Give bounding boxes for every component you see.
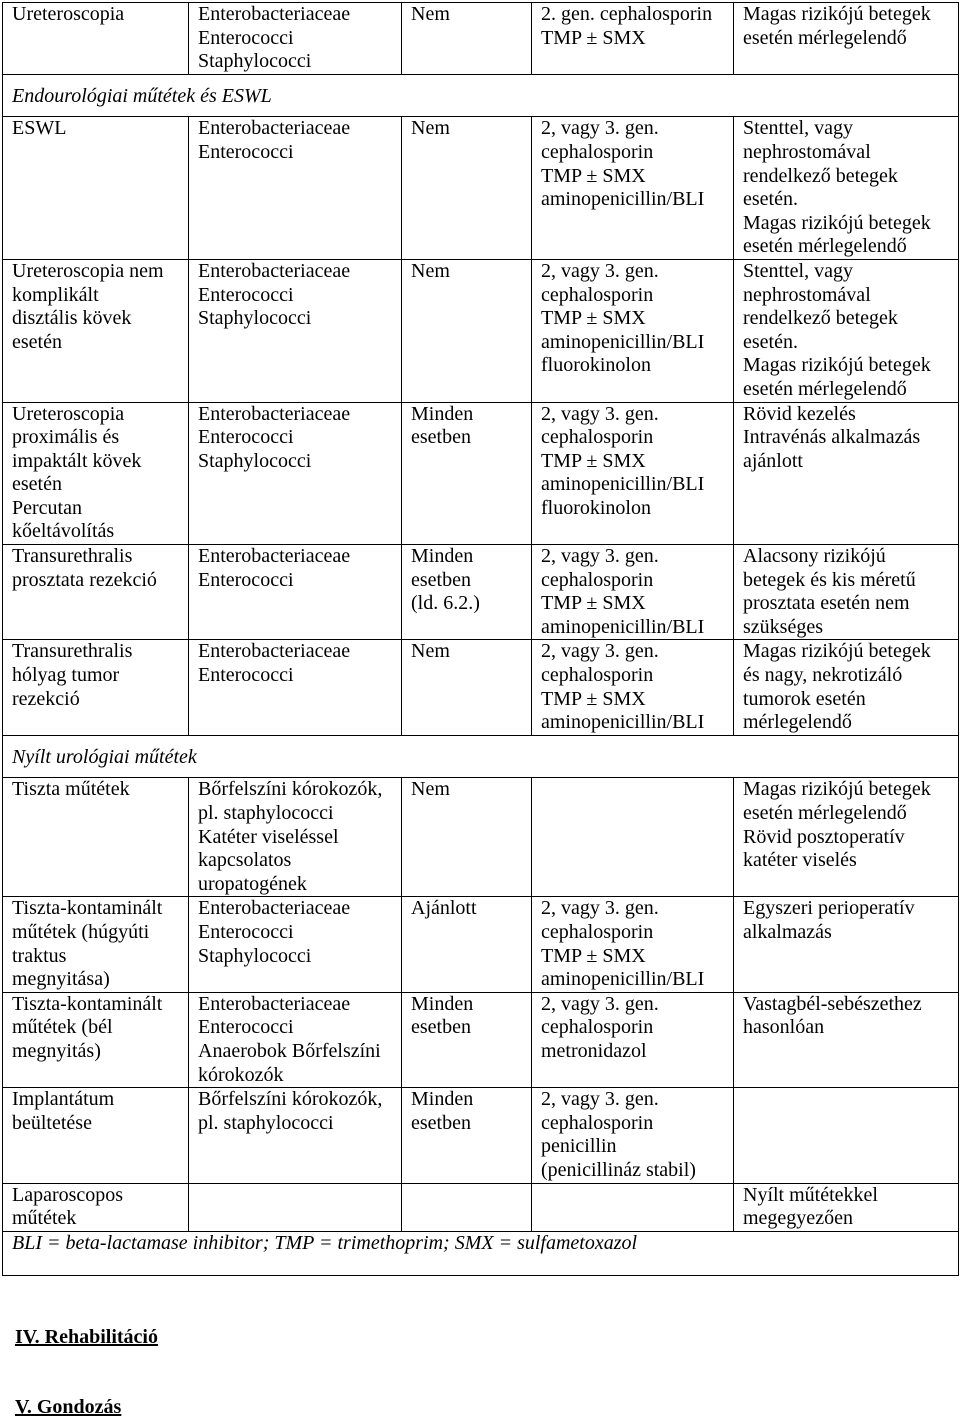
table-row	[3, 778, 959, 897]
procedure-cell: Laparoscopos műtétek	[3, 1183, 189, 1231]
remarks-cell: Rövid kezelés Intravénás alkalmazás ajánlott	[734, 402, 959, 545]
pathogens-cell: Enterobacteriaceae Enterococci	[189, 545, 402, 640]
antibiotics-cell: 2, vagy 3. gen. cephalosporin TMP ± SMX aminopenicillin/BLI	[532, 117, 734, 260]
pathogens-cell: Enterobacteriaceae Enterococci	[189, 117, 402, 260]
section-heading-care: V. Gondozás	[15, 1396, 122, 1418]
antibiotics-cell	[532, 1183, 734, 1231]
remarks-cell: Stenttel, vagy nephrostomával rendelkező betegek esetén. Magas rizikójú betegek esetén mérlegelendő	[734, 117, 959, 260]
table-row	[3, 1183, 959, 1231]
antibiotics-cell: 2, vagy 3. gen. cephalosporin TMP ± SMX aminopenicillin/BLI	[532, 897, 734, 992]
table-row	[3, 640, 959, 735]
remarks-cell: Alacsony rizikójú betegek és kis méretű prosztata esetén nem szükséges	[734, 545, 959, 640]
procedure-cell: Tiszta-kontaminált műtétek (húgyúti traktus megnyitása)	[3, 897, 189, 992]
table-row	[3, 1088, 959, 1183]
prophylaxis-cell: Minden esetben	[402, 992, 532, 1087]
procedure-cell: Ureteroscopia	[3, 3, 189, 75]
procedure-cell: Transurethralis hólyag tumor rezekció	[3, 640, 189, 735]
section-header: Endourológiai műtétek és ESWL	[3, 74, 959, 117]
pathogens-cell: Bőrfelszíni kórokozók, pl. staphylococci	[189, 1088, 402, 1183]
remarks-cell: Nyílt műtétekkel megegyezően	[734, 1183, 959, 1231]
pathogens-cell: Enterobacteriaceae Enterococci Anaerobok Bőrfelszíni kórokozók	[189, 992, 402, 1087]
prophylaxis-cell: Nem	[402, 259, 532, 402]
procedure-cell: Tiszta műtétek	[3, 778, 189, 897]
antibiotics-cell: 2, vagy 3. gen. cephalosporin TMP ± SMX aminopenicillin/BLI	[532, 545, 734, 640]
prophylaxis-cell: Ajánlott	[402, 897, 532, 992]
antibiotics-cell: 2, vagy 3. gen. cephalosporin TMP ± SMX aminopenicillin/BLI fluorokinolon	[532, 402, 734, 545]
prophylaxis-cell	[402, 1183, 532, 1231]
section-header: Nyílt urológiai műtétek	[3, 735, 959, 778]
table-row	[3, 992, 959, 1087]
table-row	[3, 897, 959, 992]
procedure-cell: Ureteroscopia nem komplikált disztális kövek esetén	[3, 259, 189, 402]
remarks-cell: Magas rizikójú betegek és nagy, nekrotizáló tumorok esetén mérlegelendő	[734, 640, 959, 735]
section-heading-rehabilitation: IV. Rehabilitáció	[15, 1326, 158, 1348]
remarks-cell: Egyszeri perioperatív alkalmazás	[734, 897, 959, 992]
antibiotics-cell: 2, vagy 3. gen. cephalosporin metronidazol	[532, 992, 734, 1087]
table-footnote: BLI = beta-lactamase inhibitor; TMP = trimethoprim; SMX = sulfametoxazol	[3, 1231, 959, 1276]
procedure-cell: Implantátum beültetése	[3, 1088, 189, 1183]
pathogens-cell: Enterobacteriaceae Enterococci Staphylococci	[189, 3, 402, 75]
antibiotics-cell	[532, 778, 734, 897]
footnote-row	[3, 1231, 959, 1276]
prophylaxis-cell: Nem	[402, 117, 532, 260]
procedure-cell: Tiszta-kontaminált műtétek (bél megnyitás)	[3, 992, 189, 1087]
table-row	[3, 402, 959, 545]
prophylaxis-cell: Nem	[402, 640, 532, 735]
antibiotic-prophylaxis-table	[2, 2, 959, 1276]
pathogens-cell: Enterobacteriaceae Enterococci Staphylococci	[189, 402, 402, 545]
pathogens-cell: Enterobacteriaceae Enterococci Staphylococci	[189, 897, 402, 992]
table-row	[3, 117, 959, 260]
table-row	[3, 545, 959, 640]
prophylaxis-cell: Nem	[402, 778, 532, 897]
antibiotics-cell: 2, vagy 3. gen. cephalosporin TMP ± SMX aminopenicillin/BLI fluorokinolon	[532, 259, 734, 402]
remarks-cell: Vastagbél-sebészethez hasonlóan	[734, 992, 959, 1087]
prophylaxis-cell: Minden esetben	[402, 1088, 532, 1183]
remarks-cell: Magas rizikójú betegek esetén mérlegelendő	[734, 3, 959, 75]
procedure-cell: ESWL	[3, 117, 189, 260]
prophylaxis-cell: Minden esetben	[402, 402, 532, 545]
pathogens-cell: Bőrfelszíni kórokozók, pl. staphylococci Katéter viseléssel kapcsolatos uropatogének	[189, 778, 402, 897]
prophylaxis-cell: Minden esetben (ld. 6.2.)	[402, 545, 532, 640]
procedure-cell: Ureteroscopia proximális és impaktált kövek esetén Percutan kőeltávolítás	[3, 402, 189, 545]
pathogens-cell: Enterobacteriaceae Enterococci	[189, 640, 402, 735]
antibiotics-cell: 2. gen. cephalosporin TMP ± SMX	[532, 3, 734, 75]
antibiotics-cell: 2, vagy 3. gen. cephalosporin TMP ± SMX aminopenicillin/BLI	[532, 640, 734, 735]
table-row	[3, 259, 959, 402]
pathogens-cell: Enterobacteriaceae Enterococci Staphylococci	[189, 259, 402, 402]
antibiotics-cell: 2, vagy 3. gen. cephalosporin penicillin (penicillináz stabil)	[532, 1088, 734, 1183]
pathogens-cell	[189, 1183, 402, 1231]
remarks-cell: Stenttel, vagy nephrostomával rendelkező betegek esetén. Magas rizikójú betegek esetén mérlegelendő	[734, 259, 959, 402]
table-row	[3, 3, 959, 75]
remarks-cell	[734, 1088, 959, 1183]
procedure-cell: Transurethralis prosztata rezekció	[3, 545, 189, 640]
section-header-row	[3, 735, 959, 778]
remarks-cell: Magas rizikójú betegek esetén mérlegelendő Rövid posztoperatív katéter viselés	[734, 778, 959, 897]
prophylaxis-cell: Nem	[402, 3, 532, 75]
section-header-row	[3, 74, 959, 117]
